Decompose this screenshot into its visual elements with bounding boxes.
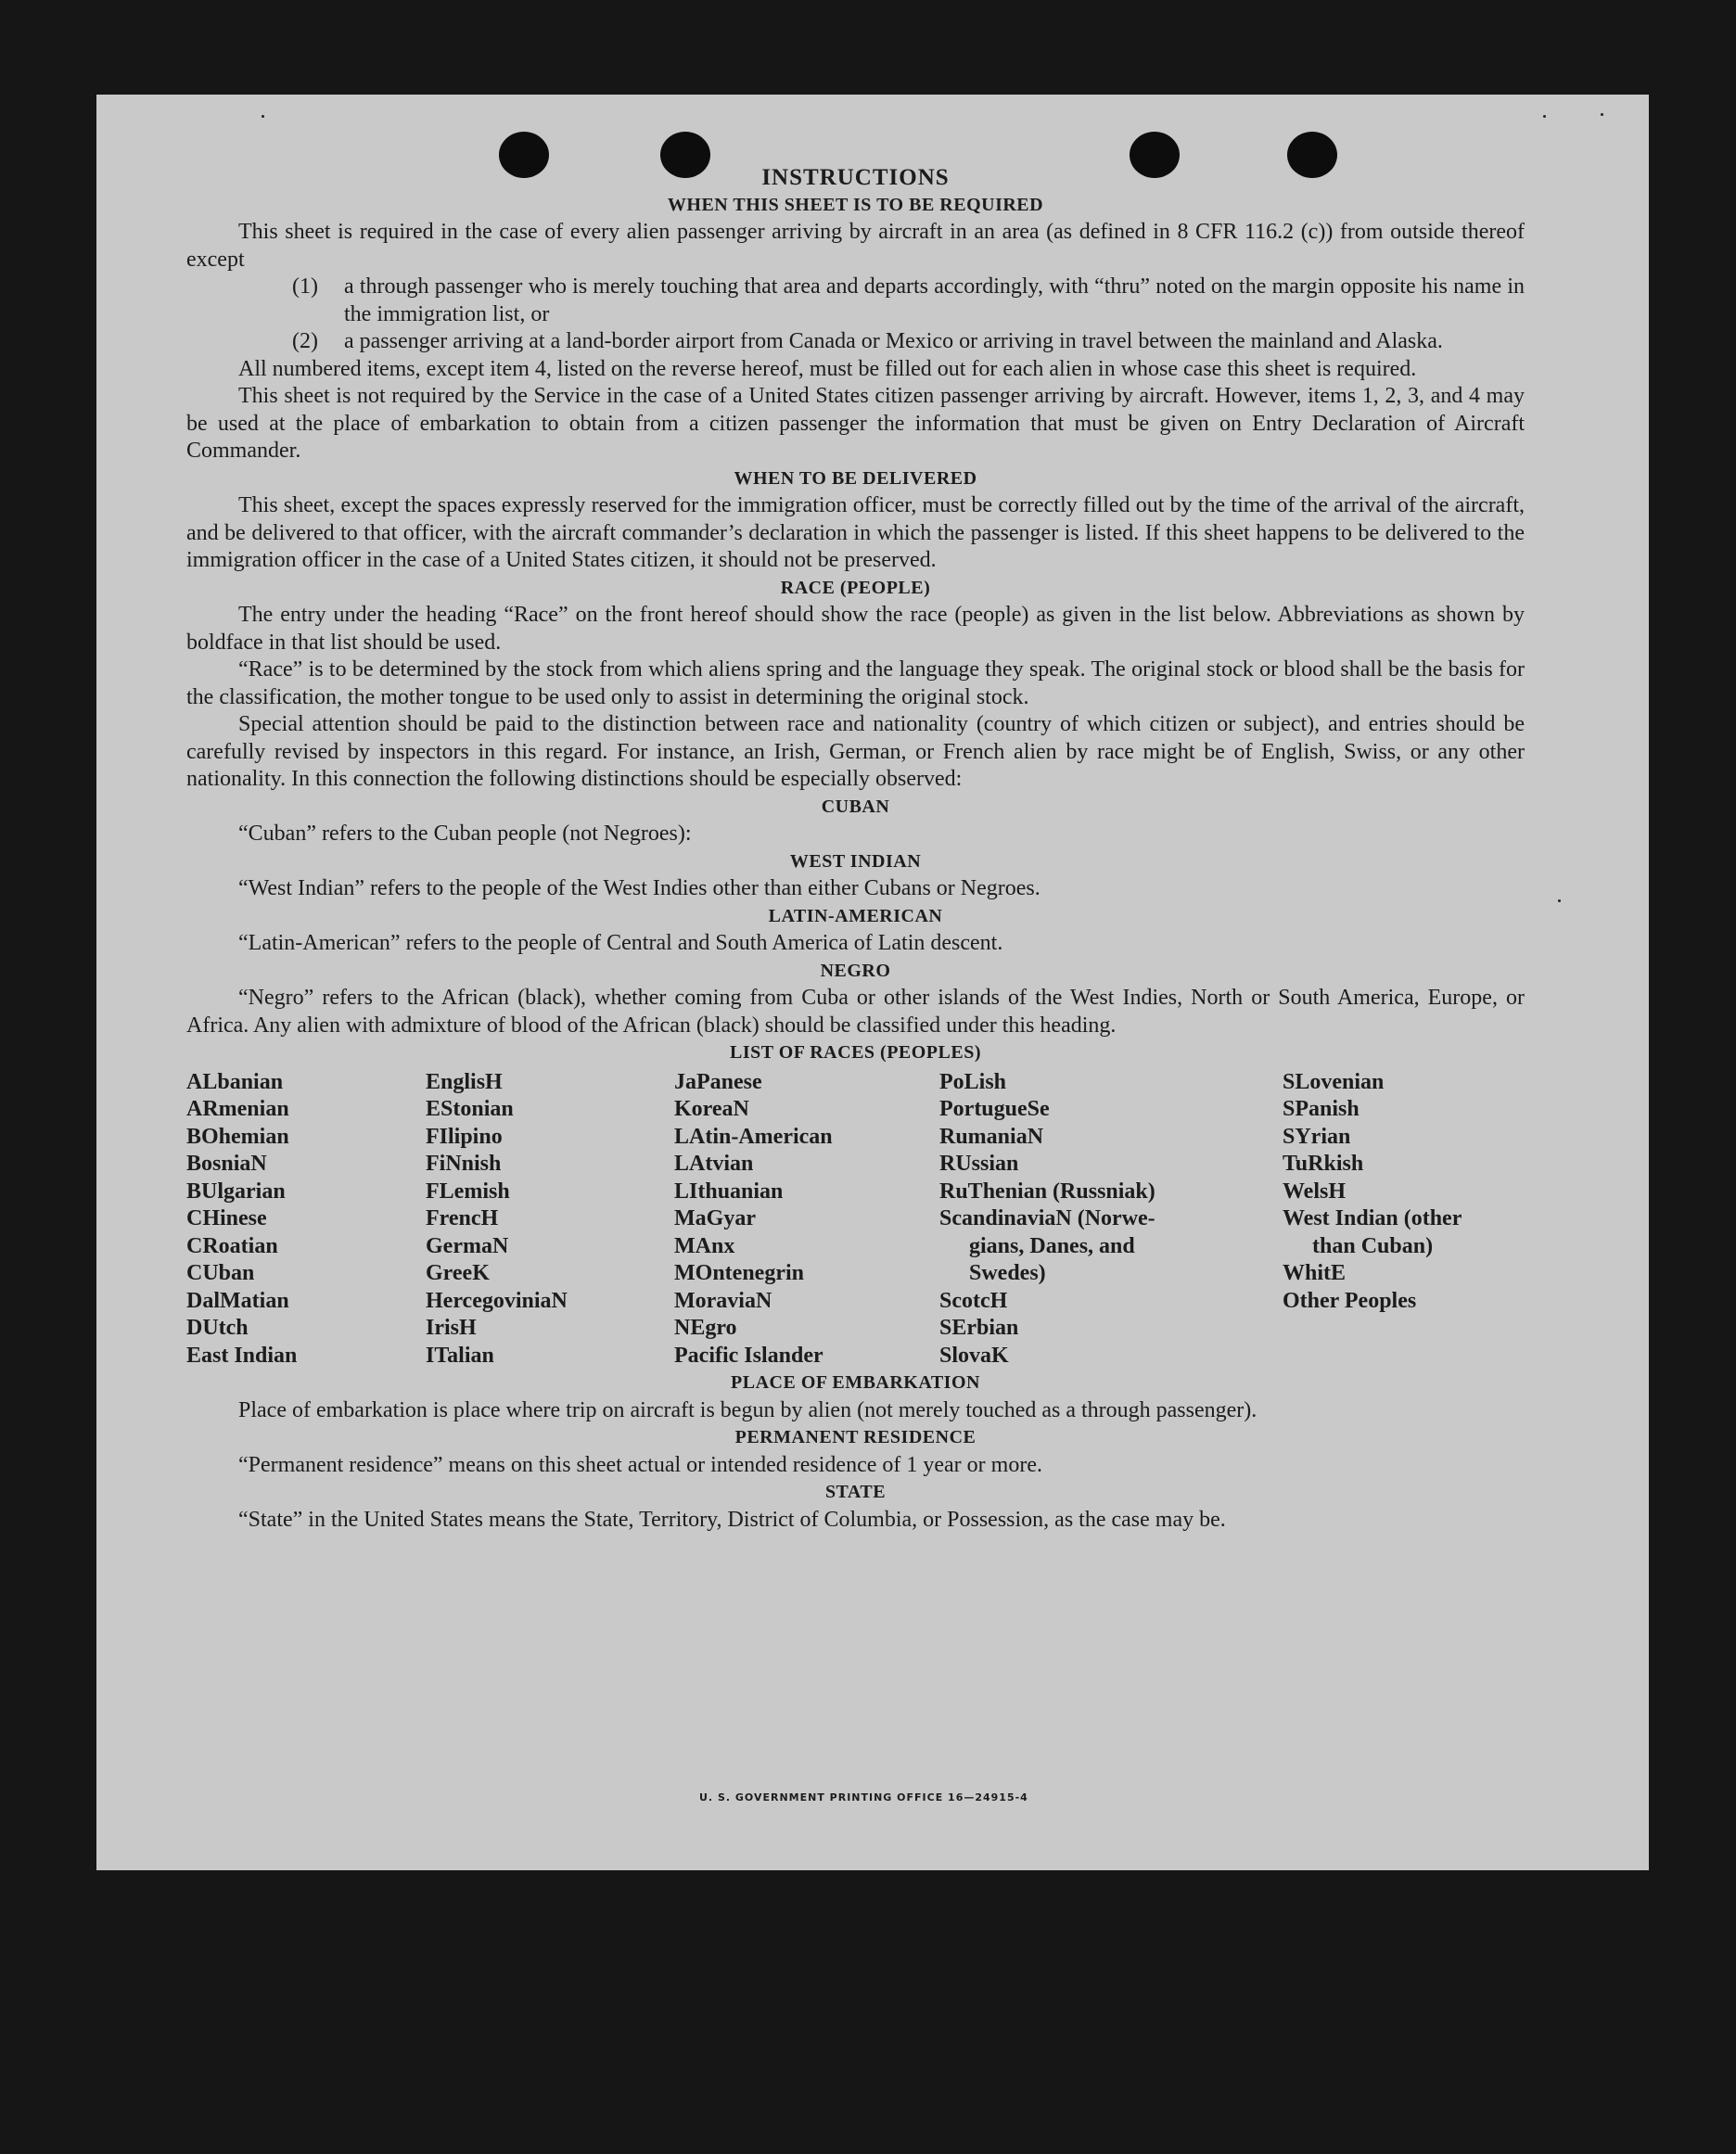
race-entry: Other Peoples — [1283, 1288, 1417, 1313]
paragraph: “Permanent residence” means on this sheet actual or intended residence of 1 year or more. — [238, 1452, 1042, 1477]
race-entry: RuThenian (Russniak) — [939, 1179, 1155, 1204]
section-title: PERMANENT RESIDENCE — [734, 1427, 976, 1447]
speck — [1543, 115, 1546, 118]
race-entry: than Cuban) — [1312, 1233, 1434, 1258]
speck — [1601, 113, 1603, 116]
race-entry: CHinese — [186, 1206, 267, 1230]
paragraph: “Latin-American” refers to the people of Central and South America of Latin descent. — [238, 931, 1003, 955]
section-title: WEST INDIAN — [789, 850, 922, 872]
race-entry: WhitE — [1283, 1261, 1347, 1285]
section-title: WHEN TO BE DELIVERED — [734, 467, 977, 489]
section-title: RACE (PEOPLE) — [780, 577, 931, 598]
races-column — [939, 1069, 1283, 1370]
race-entry: ARmenian — [186, 1097, 289, 1121]
speck — [1558, 899, 1561, 902]
section-title: LATIN-AMERICAN — [768, 905, 943, 926]
page-title: INSTRUCTIONS — [761, 165, 950, 190]
section-title: STATE — [824, 1482, 887, 1502]
race-entry: EStonian — [426, 1097, 514, 1121]
race-entry: LAtvian — [674, 1152, 754, 1176]
race-entry: HercegoviniaN — [426, 1288, 568, 1313]
race-entry: BosniaN — [186, 1152, 267, 1176]
paragraph: This sheet is required in the case of every alien passenger arriving by aircraft in an area (as defined in 8 CFR 116.2 (c)) from outside thereof except — [186, 220, 1525, 272]
item-number: (1) — [292, 274, 318, 299]
section-title: LIST OF RACES (PEOPLES) — [729, 1042, 981, 1063]
race-entry: TuRkish — [1283, 1152, 1364, 1176]
race-entry: ITalian — [426, 1343, 494, 1368]
race-entry: GermaN — [426, 1233, 509, 1258]
paragraph: “Race” is to be determined by the stock from which aliens spring and the language they speak. The original stock or blood shall be the basis for the classification, the mother tongue to be used only to assist in determining the original stock. — [186, 657, 1525, 709]
race-entry: Swedes) — [969, 1261, 1046, 1285]
list-item — [186, 328, 1525, 356]
race-entry: JaPanese — [674, 1069, 762, 1094]
race-entry: SErbian — [939, 1316, 1019, 1340]
item-number: (2) — [292, 329, 318, 353]
race-entry: MOntenegrin — [674, 1261, 804, 1285]
race-entry: MoraviaN — [674, 1288, 772, 1313]
race-entry: MAnx — [674, 1233, 735, 1258]
section-title: CUBAN — [821, 796, 890, 817]
race-entry: Pacific Islander — [674, 1343, 823, 1368]
document-sheet — [96, 95, 1649, 1870]
printer-imprint: U. S. GOVERNMENT PRINTING OFFICE 16—24915-4 — [699, 1791, 1028, 1803]
race-entry: FrencH — [426, 1206, 499, 1230]
paragraph: Special attention should be paid to the distinction between race and nationality (country of which citizen or subject), and entries should be carefully revised by inspectors in this regard. For instance, an Irish, German, or French alien by race might be of English, Swiss, or any other nationality. In this connection the following distinctions should be especially observed: — [186, 712, 1525, 791]
race-entry: West Indian (other — [1283, 1206, 1462, 1230]
section-title: NEGRO — [820, 960, 891, 981]
section-title: WHEN THIS SHEET IS TO BE REQUIRED — [667, 194, 1044, 215]
race-entry: PoLish — [939, 1069, 1007, 1094]
race-entry: FLemish — [426, 1179, 510, 1204]
races-column — [1283, 1069, 1524, 1370]
paragraph: This sheet is not required by the Service in the case of a United States citizen passenger arriving by aircraft. However, items 1, 2, 3, and 4 may be used at the place of embarkation to obtain from a citizen passenger the information that must be given on Entry Declaration of Aircraft Commander. — [186, 384, 1525, 463]
race-entry: BOhemian — [186, 1124, 289, 1149]
race-entry: SYrian — [1283, 1124, 1351, 1149]
race-entry: ScotcH — [939, 1288, 1008, 1313]
race-entry: GreeK — [426, 1261, 490, 1285]
race-entry: MaGyar — [674, 1206, 756, 1230]
section-title: PLACE OF EMBARKATION — [731, 1372, 980, 1393]
race-entry: DUtch — [186, 1316, 249, 1340]
speck — [262, 115, 264, 118]
paragraph: The entry under the heading “Race” on the front hereof should show the race (people) as given in the list below. Abbreviations as shown by boldface in that list should be used. — [186, 603, 1525, 655]
paragraph: All numbered items, except item 4, listed on the reverse hereof, must be filled out for each alien in whose case this sheet is required. — [238, 356, 1417, 381]
race-entry: DalMatian — [186, 1288, 289, 1313]
races-column — [426, 1069, 674, 1370]
paragraph: Place of embarkation is place where trip on aircraft is begun by alien (not merely touched as a through passenger). — [238, 1397, 1257, 1422]
races-list — [186, 1069, 1525, 1370]
race-entry: ALbanian — [186, 1069, 284, 1094]
race-entry: FiNnish — [426, 1152, 502, 1176]
race-entry: PortugueSe — [939, 1097, 1050, 1121]
race-entry: SLovenian — [1283, 1069, 1385, 1094]
race-entry: ScandinaviaN (Norwe- — [939, 1206, 1155, 1230]
race-entry: BUlgarian — [186, 1179, 286, 1204]
paragraph: “West Indian” refers to the people of the West Indies other than either Cubans or Negroes. — [238, 876, 1040, 900]
race-entry: WelsH — [1283, 1179, 1347, 1204]
race-entry: LIthuanian — [674, 1179, 784, 1204]
race-entry: CUban — [186, 1261, 255, 1285]
race-entry: RUssian — [939, 1152, 1019, 1176]
race-entry: NEgro — [674, 1316, 737, 1340]
race-entry: gians, Danes, and — [969, 1233, 1135, 1258]
race-entry: RumaniaN — [939, 1124, 1044, 1149]
races-column — [674, 1069, 939, 1370]
race-entry: SPanish — [1283, 1097, 1359, 1121]
paragraph: This sheet, except the spaces expressly reserved for the immigration officer, must be correctly filled out by the time of the arrival of the aircraft, and be delivered to that officer, with the aircraft commander’s declaration in which the passenger is listed. If this sheet happens to be delivered to the immigration officer in the case of a United States citizen, it should not be preserved. — [186, 493, 1525, 572]
race-entry: CRoatian — [186, 1233, 278, 1258]
race-entry: EnglisH — [426, 1069, 503, 1094]
instructions-text — [186, 164, 1525, 1534]
race-entry: FIlipino — [426, 1124, 503, 1149]
race-entry: KoreaN — [674, 1097, 749, 1121]
race-entry: East Indian — [186, 1343, 298, 1368]
race-entry: LAtin-American — [674, 1124, 833, 1149]
races-column — [186, 1069, 426, 1370]
paragraph: “Negro” refers to the African (black), whether coming from Cuba or other islands of the West Indies, North or South America, Europe, or Africa. Any alien with admixture of blood of the African (black) should be classified under this heading. — [186, 986, 1525, 1038]
paragraph: “Cuban” refers to the Cuban people (not Negroes): — [238, 822, 692, 846]
race-entry: IrisH — [426, 1316, 477, 1340]
list-item — [186, 274, 1525, 328]
item-text: a through passenger who is merely touching that area and departs accordingly, with “thru” noted on the margin opposite his name in the immigration list, or — [344, 274, 1525, 326]
item-text: a passenger arriving at a land-border airport from Canada or Mexico or arriving in travel between the mainland and Alaska. — [344, 329, 1443, 353]
race-entry: SlovaK — [939, 1343, 1009, 1368]
paragraph: “State” in the United States means the State, Territory, District of Columbia, or Possession, as the case may be. — [238, 1507, 1226, 1532]
